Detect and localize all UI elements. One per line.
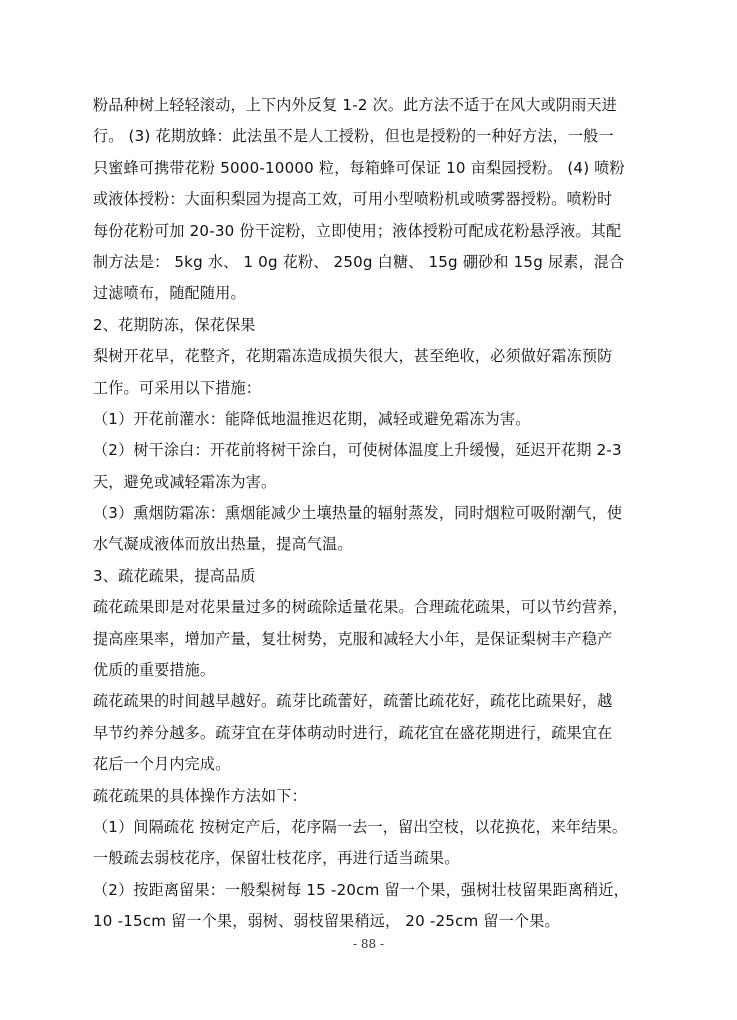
text-line: 每份花粉可加 20-30 份干淀粉，立即使用；液体授粉可配成花粉悬浮液。其配 xyxy=(93,221,622,240)
text-line: （2）按距离留果：一般梨树每 15 -20cm 留一个果，强树壮枝留果距离稍近， xyxy=(93,880,629,899)
page-number: - 88 - xyxy=(352,937,384,951)
text-line: 疏花疏果的时间越早越好。疏芽比疏蕾好，疏蕾比疏花好，疏花比疏果好，越 xyxy=(93,692,613,711)
text-line: 10 -15cm 留一个果，弱树、弱枝留果稍远， 20 -25cm 留一个果。 xyxy=(93,912,560,931)
text-line: （1）开花前灌水：能降低地温推迟花期，减轻或避免霜冻为害。 xyxy=(93,409,531,428)
text-line: 制方法是： 5kg 水、 1 0g 花粉、 250g 白糖、 15g 硼砂和 15g 尿素，混合 xyxy=(93,252,625,271)
text-line: 只蜜蜂可携带花粉 5000-10000 粒，每箱蜂可保证 10 亩梨园授粉。 (4) 喷粉 xyxy=(93,158,625,177)
text-line: 花后一个月内完成。 xyxy=(93,755,231,774)
text-line: 工作。可采用以下措施： xyxy=(93,378,262,397)
text-line: 梨树开花早，花整齐，花期霜冻造成损失很大，甚至绝收，必须做好霜冻预防 xyxy=(93,347,613,366)
text-line: 水气凝成液体而放出热量，提高气温。 xyxy=(93,535,353,554)
text-line: 优质的重要措施。 xyxy=(93,661,216,680)
text-line: （2）树干涂白：开花前将树干涂白，可使树体温度上升缓慢，延迟开花期 2-3 xyxy=(93,441,622,460)
text-line: 行。 (3) 花期放蜂：此法虽不是人工授粉，但也是授粉的一种好方法，一般一 xyxy=(93,127,614,146)
text-line: 提高座果率，增加产量，复壮树势，克服和减轻大小年，是保证梨树丰产稳产 xyxy=(93,629,613,648)
text-line: 粉品种树上轻轻滚动，上下内外反复 1-2 次。此方法不适于在风大或阴雨天进 xyxy=(93,96,618,114)
document-body xyxy=(93,90,653,938)
text-line: 过滤喷布，随配随用。 xyxy=(93,284,246,303)
section-heading: 3、疏花疏果，提高品质 xyxy=(93,566,256,585)
text-line: 早节约养分越多。疏芽宜在芽体萌动时进行，疏花宜在盛花期进行，疏果宜在 xyxy=(93,723,613,742)
text-line: 或液体授粉：大面积梨园为提高工效，可用小型喷粉机或喷雾器授粉。喷粉时 xyxy=(93,190,613,209)
text-line: 疏花疏果的具体操作方法如下： xyxy=(93,786,307,805)
text-line: 天，避免或减轻霜冻为害。 xyxy=(93,472,277,491)
section-heading: 2、花期防冻，保花保果 xyxy=(93,315,256,334)
text-line: 一般疏去弱枝花序，保留壮枝花序，再进行适当疏果。 xyxy=(93,849,460,868)
text-line: （1）间隔疏花 按树定产后，花序隔一去一，留出空枝，以花换花，来年结果。 xyxy=(93,817,628,836)
text-line: （3）熏烟防霜冻：熏烟能减少土壤热量的辐射蒸发，同时烟粒可吸附潮气，使 xyxy=(93,504,623,523)
text-line: 疏花疏果即是对花果量过多的树疏除适量花果。合理疏花疏果，可以节约营养， xyxy=(93,598,628,617)
